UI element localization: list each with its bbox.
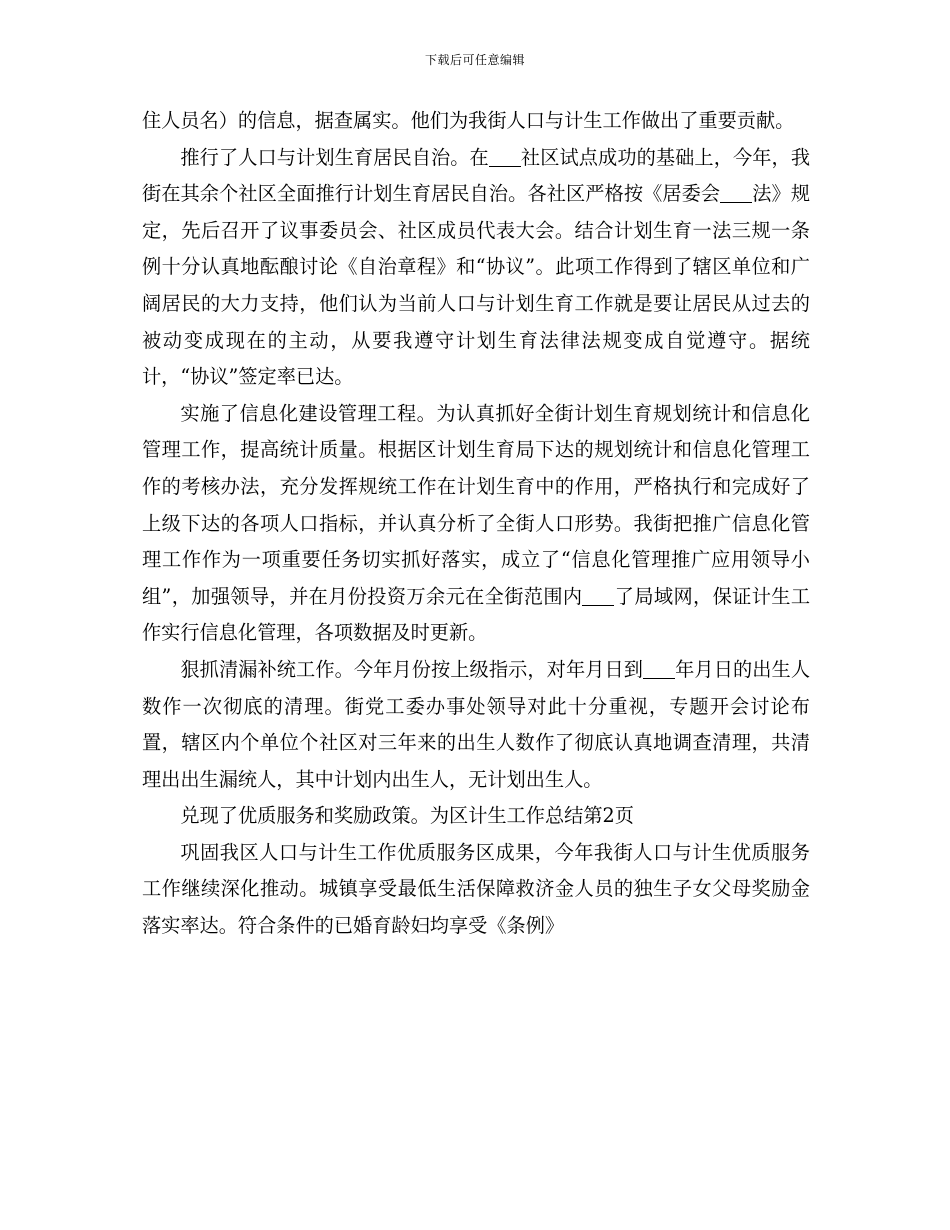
paragraph	[142, 798, 810, 835]
page-header: 下载后可任意编辑	[424, 53, 525, 67]
paragraph-text: 狠抓清漏补统工作。今年月份按上级指示，对年月日到	[180, 657, 644, 681]
document-body	[142, 103, 810, 945]
paragraph-text: 推行了人口与计划生育居民自治。在	[180, 145, 489, 169]
paragraph-text: 住人员名）的信息，据查属实。他们为我街人口与计生工作做出了重要贡献。	[142, 109, 795, 132]
paragraph	[142, 835, 810, 945]
blank-underline	[720, 183, 752, 203]
paragraph	[142, 396, 810, 652]
paragraph-text: 兑现了优质服务和奖励政策。为区计生工作总结第2页	[180, 804, 634, 828]
paragraph-text: 法》规定，先后召开了议事委员会、社区成员代表大会。结合计划生育一法三规一条例十分认真地酝酿讨论《自治章程》和“协议”。此项工作得到了辖区单位和广阔居民的大力支持，他们认为当前人口与计划生育工作就是要让居民从过去的被动变成现在的主动，从要我遵守计划生育法律法规变成自觉遵守。据统计，“协议”签定率已达。	[142, 182, 811, 389]
paragraph-text: 巩固我区人口与计生工作优质服务区成果，今年我街人口与计生优质服务工作继续深化推动。城镇享受最低生活保障救济金人员的独生子女父母奖励金落实率达。符合条件的已婚育龄妇均享受《条例》	[142, 840, 810, 938]
paragraph	[142, 103, 810, 140]
blank-underline	[489, 146, 521, 166]
paragraph-text: 了局域网，保证计生工作实行信息化管理，各项数据及时更新。	[142, 584, 811, 645]
paragraph-text: 年月日的出生人数作一次彻底的清理。街党工委办事处领导对此十分重视，专题开会讨论布置，辖区内个单位个社区对三年来的出生人数作了彻底认真地调查清理，共清理出出生漏统人，其中计划内出生人，无计划出生人。	[142, 657, 811, 791]
paragraph	[142, 140, 810, 396]
paragraph	[142, 652, 810, 798]
paragraph-text: 实施了信息化建设管理工程。为认真抓好全街计划生育规划统计和信息化管理工作，提高统计质量。根据区计划生育局下达的规划统计和信息化管理工作的考核办法，充分发挥规统工作在计划生育中的作用，严格执行和完成好了上级下达的各项人口指标，并认真分析了全街人口形势。我街把推广信息化管理工作作为一项重要任务切实抓好落实，成立了“信息化管理推广应用领导小组”，加强领导，并在月份投资万余元在全街范围内	[142, 401, 810, 608]
blank-underline	[643, 659, 675, 679]
blank-underline	[582, 586, 614, 606]
paragraph-text: 社区试点成功的基础上，今年，我街在其余个社区全面推行计划生育居民自治。各社区严格按《居委会	[142, 145, 811, 206]
